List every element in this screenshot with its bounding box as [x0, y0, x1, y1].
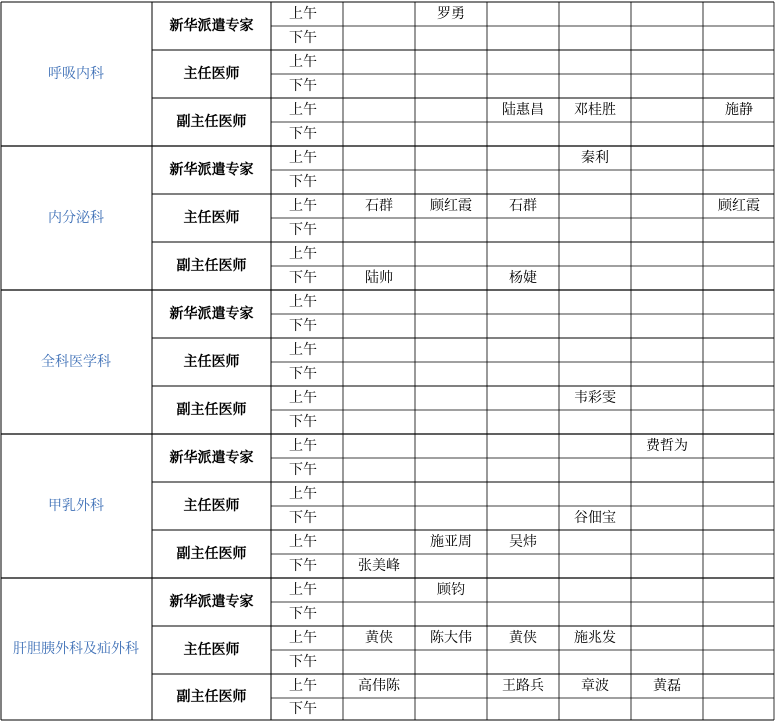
- period-label: 下午: [289, 78, 317, 94]
- period-label: 下午: [289, 366, 317, 382]
- level-name: 副主任医师: [176, 114, 247, 130]
- period-label: 上午: [289, 582, 317, 598]
- doctor-name: 罗勇: [437, 6, 465, 22]
- level-name: 主任医师: [183, 66, 240, 82]
- period-label: 下午: [289, 270, 317, 286]
- period-label: 上午: [289, 6, 317, 22]
- level-name: 新华派遣专家: [169, 18, 254, 34]
- period-label: 下午: [289, 558, 317, 574]
- period-label: 下午: [289, 462, 317, 478]
- period-label: 上午: [289, 342, 317, 358]
- level-name: 新华派遣专家: [169, 450, 254, 466]
- level-name: 新华派遣专家: [169, 306, 254, 322]
- period-label: 上午: [289, 102, 317, 118]
- period-label: 下午: [289, 174, 317, 190]
- department-name: 内分泌科: [48, 210, 104, 226]
- level-name: 副主任医师: [176, 258, 247, 274]
- doctor-name: 吴炜: [509, 534, 537, 550]
- doctor-name: 邓桂胜: [574, 102, 616, 118]
- period-label: 下午: [289, 654, 317, 670]
- doctor-name: 石群: [365, 198, 393, 214]
- level-name: 主任医师: [183, 210, 240, 226]
- period-label: 下午: [289, 510, 317, 526]
- doctor-name: 黄侠: [509, 630, 537, 646]
- doctor-name: 陈大伟: [430, 630, 472, 646]
- period-label: 下午: [289, 222, 317, 238]
- doctor-name: 石群: [509, 198, 537, 214]
- doctor-name: 韦彩雯: [574, 390, 616, 406]
- level-name: 新华派遣专家: [169, 162, 254, 178]
- period-label: 上午: [289, 150, 317, 166]
- table-grid: [1, 2, 774, 720]
- doctor-name: 章波: [581, 678, 609, 694]
- doctor-name: 黄磊: [653, 678, 681, 694]
- period-label: 上午: [289, 390, 317, 406]
- period-label: 下午: [289, 30, 317, 46]
- level-name: 副主任医师: [176, 546, 247, 562]
- department-name: 肝胆胰外科及疝外科: [13, 641, 139, 657]
- period-label: 上午: [289, 54, 317, 70]
- level-name: 主任医师: [183, 498, 240, 514]
- doctor-name: 张美峰: [358, 558, 400, 574]
- period-label: 上午: [289, 294, 317, 310]
- doctor-name: 施静: [725, 102, 753, 118]
- period-label: 下午: [289, 701, 317, 717]
- period-label: 上午: [289, 630, 317, 646]
- doctor-name: 顾红霞: [718, 198, 760, 214]
- doctor-name: 陆惠昌: [502, 102, 544, 118]
- doctor-name: 顾红霞: [430, 198, 472, 214]
- period-label: 上午: [289, 534, 317, 550]
- doctor-name: 顾钧: [437, 582, 465, 598]
- doctor-name: 施亚周: [430, 534, 472, 550]
- doctor-name: 施兆发: [574, 630, 616, 646]
- doctor-name: 陆帅: [365, 270, 393, 286]
- doctor-name: 费哲为: [646, 438, 688, 454]
- doctor-name: 王路兵: [502, 678, 544, 694]
- doctor-name: 杨婕: [509, 270, 537, 286]
- department-name: 呼吸内科: [48, 66, 104, 82]
- period-label: 上午: [289, 438, 317, 454]
- level-name: 副主任医师: [176, 689, 247, 705]
- period-label: 下午: [289, 318, 317, 334]
- doctor-name: 谷佃宝: [574, 510, 616, 526]
- level-name: 副主任医师: [176, 402, 247, 418]
- doctor-name: 高伟陈: [358, 678, 400, 694]
- level-name: 新华派遣专家: [169, 594, 254, 610]
- department-name: 甲乳外科: [48, 498, 104, 514]
- table-labels: [13, 6, 760, 717]
- doctor-name: 秦利: [581, 150, 609, 166]
- period-label: 下午: [289, 606, 317, 622]
- department-name: 全科医学科: [41, 354, 111, 370]
- period-label: 上午: [289, 678, 317, 694]
- period-label: 下午: [289, 414, 317, 430]
- period-label: 上午: [289, 246, 317, 262]
- level-name: 主任医师: [183, 354, 240, 370]
- doctor-name: 黄侠: [365, 630, 393, 646]
- period-label: 上午: [289, 486, 317, 502]
- period-label: 下午: [289, 126, 317, 142]
- period-label: 上午: [289, 198, 317, 214]
- level-name: 主任医师: [183, 642, 240, 658]
